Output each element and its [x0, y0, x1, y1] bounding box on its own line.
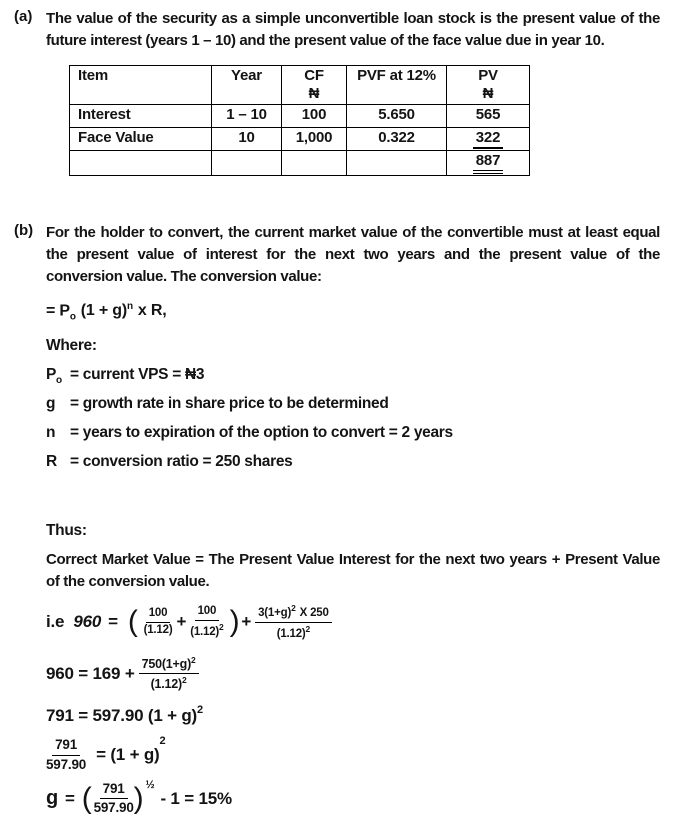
section-b-content — [46, 222, 670, 816]
conversion-value-formula: = $P_o$ $(1 + g)^n$ x R, — [46, 301, 167, 323]
section-a-content — [46, 8, 670, 176]
equation-960-169: 960 = 169 + $\frac{750(1+g)^2}{(1.12)^2}$ — [46, 655, 660, 692]
total-value: 887 — [473, 152, 503, 174]
header-item: Item — [70, 66, 212, 105]
header-pv: PV ₦ — [447, 66, 530, 105]
equation-ie-960: i.e 960 = ( $\frac{100}{(1.12)}$ + $\frac{100}{(1.12)^2}$ ) + $\frac{3(1+g)^2 X 250}{(1.12)^2}$ — [46, 603, 660, 641]
where-label: Where: — [46, 336, 97, 354]
fraction-750: $\frac{750(1+g)^2}{(1.12)^2}$ — [139, 655, 199, 692]
section-b-marker: (b) — [14, 222, 34, 239]
section-a-marker: (a) — [14, 8, 33, 25]
equation-791: 791 = 597.90 (1 + g) $^2$ — [46, 704, 203, 726]
section-a — [0, 8, 680, 176]
close-paren: ) — [229, 605, 240, 639]
header-pvf: PVF at 12% — [347, 66, 447, 105]
naira-symbol: ₦ — [308, 85, 320, 102]
present-value-table — [69, 65, 530, 176]
equation-growth-rate: g = ( $\frac{791}{597.90}$ ) $^{\frac{1}{2}}$ - 1 = 15% — [46, 778, 232, 816]
definition-po: $P_o$ = current VPS = ₦3 — [46, 365, 205, 386]
open-paren: ( — [127, 605, 138, 639]
naira-symbol: ₦ — [482, 85, 494, 102]
definition-g: g = growth rate in share price to be determined — [46, 394, 389, 412]
definitions-list — [46, 366, 660, 473]
header-year: Year — [212, 66, 282, 105]
table-row-interest: Interest 1 – 10 100 5.650 565 — [70, 105, 530, 128]
section-b — [0, 222, 680, 816]
subtotal-value: 322 — [473, 129, 503, 149]
open-paren: ( — [81, 781, 92, 815]
definition-r: R = conversion ratio = 250 shares — [46, 452, 293, 470]
fraction-100-112sq: $\frac{100}{(1.12)^2}$ — [190, 604, 224, 638]
close-paren: ) — [133, 781, 144, 815]
market-value-paragraph: Correct Market Value = The Present Value Interest for the next two years + Present Value of the conversion value. — [46, 550, 660, 590]
section-b-paragraph: For the holder to convert, the current market value of the convertible must at least equal the present value of interest for the next two years and the present value of the conversion value. The conversion value: — [46, 224, 660, 285]
fraction-conversion-value: $\frac{3(1+g)^2 X 250}{(1.12)^2}$ — [255, 603, 332, 641]
fraction-791-59790: $\frac{791}{597.90}$ — [46, 737, 87, 772]
section-a-paragraph: The value of the security as a simple unconvertible loan stock is the present value of the future interest (years 1 – 10) and the present value of the face value due in year 10. — [46, 10, 660, 49]
definition-n: n = years to expiration of the option to convert = 2 years — [46, 423, 453, 441]
thus-label: Thus: — [46, 521, 87, 539]
table-header-row — [70, 66, 530, 105]
fraction-100-112: $\frac{100}{(1.12)}$ — [143, 606, 173, 636]
table-row-face-value: Face Value 10 1,000 0.322 322 — [70, 128, 530, 151]
header-cf: CF ₦ — [282, 66, 347, 105]
table-row-total — [70, 151, 530, 176]
fraction-791-59790: $\frac{791}{597.90}$ — [93, 780, 134, 816]
equation-ratio: $\frac{791}{597.90}$ = (1 + g) $^2$ — [46, 735, 166, 772]
